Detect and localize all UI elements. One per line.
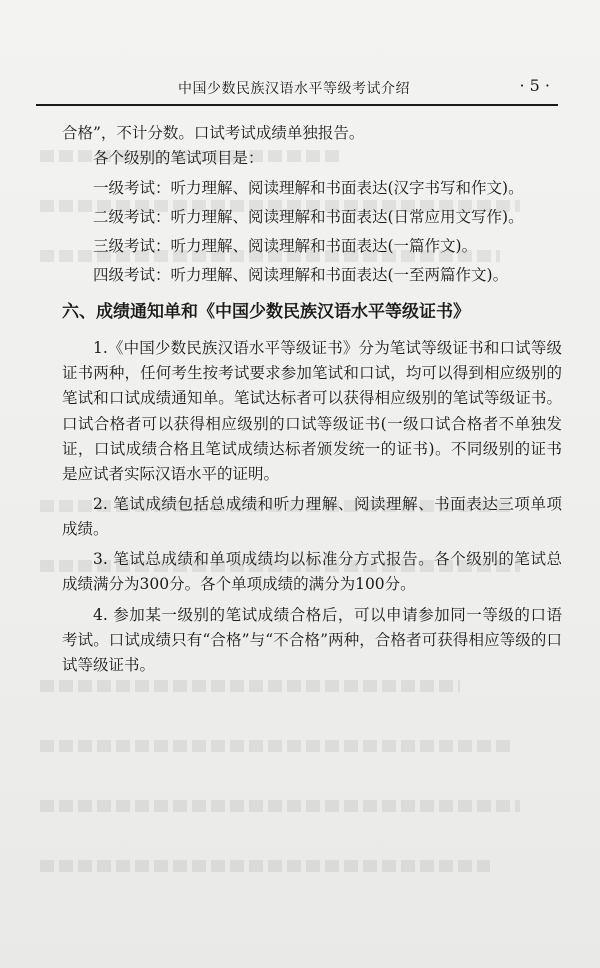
paragraph-3: 3. 笔试总成绩和单项成绩均以标准分方式报告。各个级别的笔试总成绩满分为300分。各个单项成绩的满分为100分。	[62, 550, 562, 594]
levels-intro: 各个级别的笔试项目是：	[93, 149, 264, 167]
level-item-1: 一级考试：听力理解、阅读理解和书面表达(汉字书写和作文)。	[93, 179, 524, 197]
section-heading: 六、成绩通知单和《中国少数民族汉语水平等级证书》	[62, 302, 470, 322]
header-rule	[36, 104, 558, 106]
paragraph-1: 1.《中国少数民族汉语水平等级证书》分为笔试等级证书和口试等级证书两种，任何考生按考试要求参加笔试和口试，均可以得到相应级别的笔试和口试成绩通知单。笔试达标者可以获得相应级别的笔试等级证书。口试合格者可以获得相应级别的口试等级证书(一级口试合格者不单独发证，口试成绩合格且笔试成绩达标者颁发统一的证书)。不同级别的证书是应试者实际汉语水平的证明。	[62, 339, 562, 484]
paragraph-4: 4. 参加某一级别的笔试成绩合格后，可以申请参加同一等级的口语考试。口试成绩只有“合格”与“不合格”两种，合格者可获得相应等级的口试等级证书。	[62, 606, 562, 675]
page-number: · 5 ·	[519, 76, 550, 95]
level-item-2: 二级考试：听力理解、阅读理解和书面表达(日常应用文写作)。	[93, 208, 524, 226]
paragraph-2: 2. 笔试成绩包括总成绩和听力理解、阅读理解、书面表达三项单项成绩。	[62, 495, 562, 539]
level-item-3: 三级考试：听力理解、阅读理解和书面表达(一篇作文)。	[93, 237, 478, 255]
continued-text-line: 合格”，不计分数。口试考试成绩单独报告。	[62, 124, 365, 142]
running-header	[36, 76, 558, 104]
level-item-4: 四级考试：听力理解、阅读理解和书面表达(一至两篇作文)。	[93, 266, 509, 284]
header-title: 中国少数民族汉语水平等级考试介绍	[178, 81, 410, 97]
